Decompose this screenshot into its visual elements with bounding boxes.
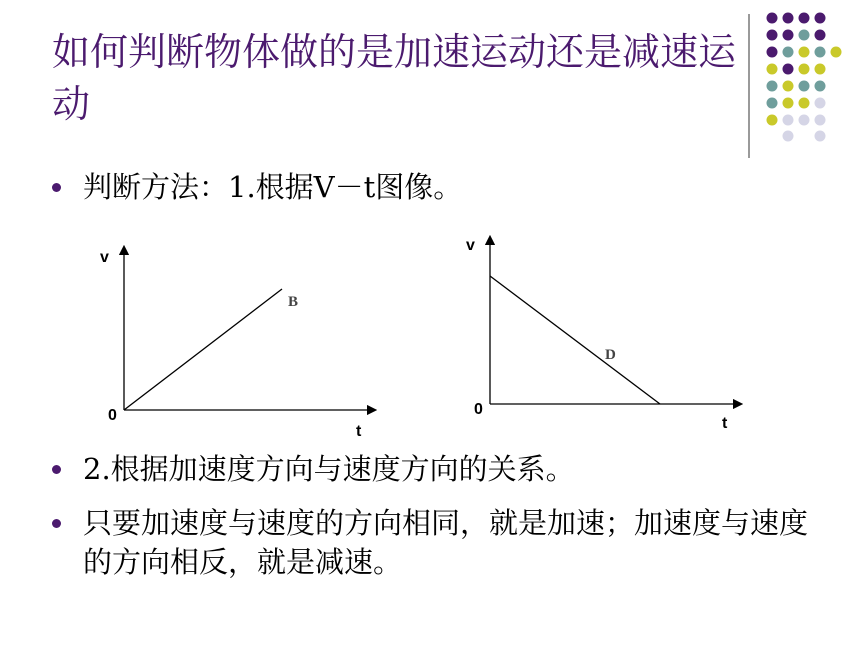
bullet-text: 只要加速度与速度的方向相同，就是加速；加速度与速度的方向相反，就是减速。 xyxy=(83,506,809,579)
bullet-relation xyxy=(52,450,823,489)
bullet-dot xyxy=(52,519,61,528)
origin-label: 0 xyxy=(108,407,117,424)
origin-label: 0 xyxy=(474,401,483,418)
t-axis-label: t xyxy=(722,415,728,432)
bullet-text: 2.根据加速度方向与速度方向的关系。 xyxy=(83,452,575,486)
line-d xyxy=(490,276,660,404)
bullet-text: 判断方法：1.根据V－t图像。 xyxy=(83,170,463,204)
line-b-label: B xyxy=(288,294,299,310)
v-axis-label: v xyxy=(100,249,109,266)
bullet-dot xyxy=(52,465,61,474)
t-axis-label: t xyxy=(356,423,362,440)
bullet-conclusion xyxy=(52,504,823,582)
v-axis-label: v xyxy=(466,237,475,254)
line-d-label: D xyxy=(605,347,616,363)
slide-title: 如何判断物体做的是加速运动还是减速运动 xyxy=(52,30,737,126)
